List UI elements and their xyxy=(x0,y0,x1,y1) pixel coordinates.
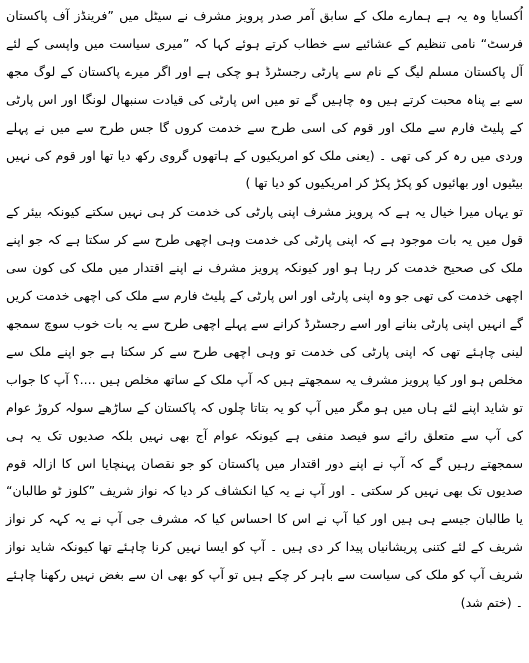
paragraph-commentary: تو یہاں میرا خیال یہ ہے کہ پرویز مشرف اپنی پارٹی کی خدمت کر ہی نہیں سکتے کیونکہ بیئر کے قول میں یہ بات موجود ہے کہ اپنی پارٹی کی خدمت وہی اچھی طرح سے کر سکتا ہے کہ جو اپنے ملک کی صحیح خدمت کر رہا ہو اور کیونکہ پرویز مشرف نے اپنے اقتدار میں ملک کی کون سی اچھی خدمت کی تھی جو وہ اپنی پارٹی اور اس پارٹی کے پلیٹ فارم سے ملک کی اچھی خدمت کریں گے انہیں اپنی پارٹی بنانے اور اسے رجسٹرڈ کرانے سے پہلے اچھی طرح سے یہ بات خوب سوچ سمجھ لینی چاہئے تھی کہ اپنی پارٹی کی خدمت تو وہی اچھی طرح سے کر سکتا ہے جو اپنے ملک سے مخلص ہو اور کیا پرویز مشرف یہ سمجھتے ہیں کہ آپ ملک کے ساتھ مخلص ہیں ....؟ آپ کا جواب تو شاید اپنے لئے ہاں میں ہو مگر میں آپ کو یہ بتاتا چلوں کہ پاکستان کے ساڑھے سولہ کروڑ عوام کی آپ سے متعلق رائے سو فیصد منفی ہے کیونکہ عوام آج بھی نہیں بلکہ صدیوں تک یہ ہی سمجھتے رہیں گے کہ آپ نے اپنے دور اقتدار میں پاکستان کو جو نقصان پہنچایا اس کا ازالہ قوم صدیوں تک بھی نہیں کر سکتی ۔ اور آپ نے یہ کیا انکشاف کر دیا کہ نواز شریف ”کلوز ٹو طالبان“ یا طالبان جیسے ہی ہیں اور کیا آپ نے اس کا احساس کیا کہ مشرف جی آپ نے یہ کہہ کر نواز شریف کے لئے کتنی پریشانیاں پیدا کر دی ہیں ۔ آپ کو ایسا نہیں کرنا چاہئے تھا کیونکہ شاید نواز شریف آپ کو ملک کی سیاست سے باہر کر چکے ہیں تو آپ کو بھی ان سے بغض نہیں رکھنا چاہئے ۔ (ختم شد) xyxy=(6,204,523,611)
paragraph-opening: اُکسایا وہ یہ ہے ہمارے ملک کے سابق آمر صدر پرویز مشرف نے سیٹل میں ”فرینڈز آف پاکستان فرسٹ“ نامی تنظیم کے عشائیے سے خطاب کرتے ہوئے کہا کہ ”میری سیاست میں واپسی کے لئے آل پاکستان مسلم لیگ کے نام سے پارٹی رجسٹرڈ ہو چکی ہے اور اگر میرے پاکستان کے لوگ مجھ سے بے پناہ محبت کرتے ہیں وہ چاہیں گے تو میں اس پارٹی کی قیادت سنبھال لونگا اور اس پارٹی کے پلیٹ فارم سے ملک اور قوم کی اسی طرح سے خدمت کروں گا جس طرح سے میں نے پہلے وردی میں رہ کر کی تھی ۔ (یعنی ملک کو امریکیوں کے ہاتھوں گروی رکھ دیا تھا اور قوم کی نہیں بیٹیوں اور بھائیوں کو پکڑ پکڑ کر امریکیوں کو دیا تھا ) xyxy=(6,8,523,191)
